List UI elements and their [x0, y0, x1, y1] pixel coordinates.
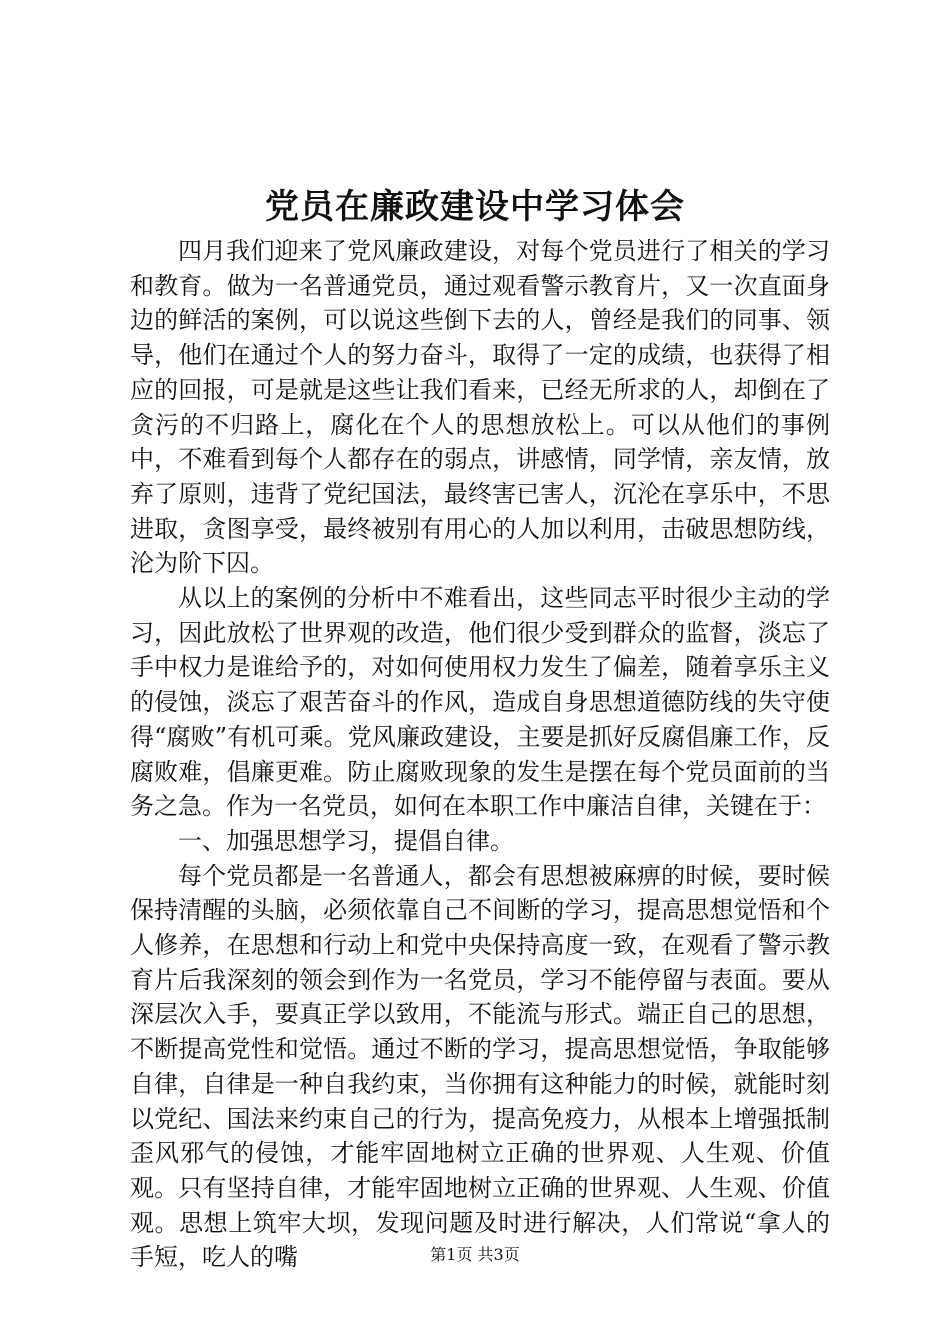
page-title: 党员在廉政建设中学习体会: [265, 187, 685, 227]
paragraph-self-discipline: 每个党员都是一名普通人，都会有思想被麻痹的时候，要时候保持清醒的头脑，必须依靠自己不间断的学习，提高思想觉悟和个人修养，在思想和行动上和党中央保持高度一致，在观看了警示教育片后我深刻的领会到作为一名党员，学习不能停留与表面。要从深层次入手，要真正学以致用，不能流与形式。端正自己的思想，不断提高党性和觉悟。通过不断的学习，提高思想觉悟，争取能够自律，自律是一种自我约束，当你拥有这种能力的时候，就能时刻以党纪、国法来约束自己的行为，提高免疫力，从根本上增强抵制歪风邪气的侵蚀，才能牢固地树立正确的世界观、人生观、价值观。只有坚持自律，才能牢固地树立正确的世界观、人生观、价值观。思想上筑牢大坝，发现问题及时进行解决，人们常说“拿人的手短，吃人的嘴: [130, 861, 830, 1272]
document-body: [130, 234, 830, 1275]
page-footer: 第1页 共3页: [430, 1245, 520, 1264]
paragraph-intro: 四月我们迎来了党风廉政建设，对每个党员进行了相关的学习和教育。做为一名普通党员，通过观看警示教育片，又一次直面身边的鲜活的案例，可以说这些倒下去的人，曾经是我们的同事、领导，他们在通过个人的努力奋斗，取得了一定的成绩，也获得了相应的回报，可是就是这些让我们看来，已经无所求的人，却倒在了贪污的不归路上，腐化在个人的思想放松上。可以从他们的事例中，不难看到每个人都存在的弱点，讲感情，同学情，亲友情，放弃了原则，违背了党纪国法，最终害已害人，沉沦在享乐中，不思进取，贪图享受，最终被别有用心的人加以利用，击破思想防线，沦为阶下囚。: [130, 237, 830, 578]
paragraph-analysis: 从以上的案例的分析中不难看出，这些同志平时很少主动的学习，因此放松了世界观的改造，他们很少受到群众的监督，淡忘了手中权力是谁给予的，对如何使用权力发生了偏差，随着享乐主义的侵蚀，淡忘了艰苦奋斗的作风，造成自身思想道德防线的失守使得“腐败”有机可乘。党风廉政建设，主要是抓好反腐倡廉工作，反腐败难，倡廉更难。防止腐败现象的发生是摆在每个党员面前的当务之急。作为一名党员，如何在本职工作中廉洁自律，关键在于：: [130, 584, 830, 821]
section-heading-one: 一、加强思想学习，提倡自律。: [178, 826, 514, 855]
